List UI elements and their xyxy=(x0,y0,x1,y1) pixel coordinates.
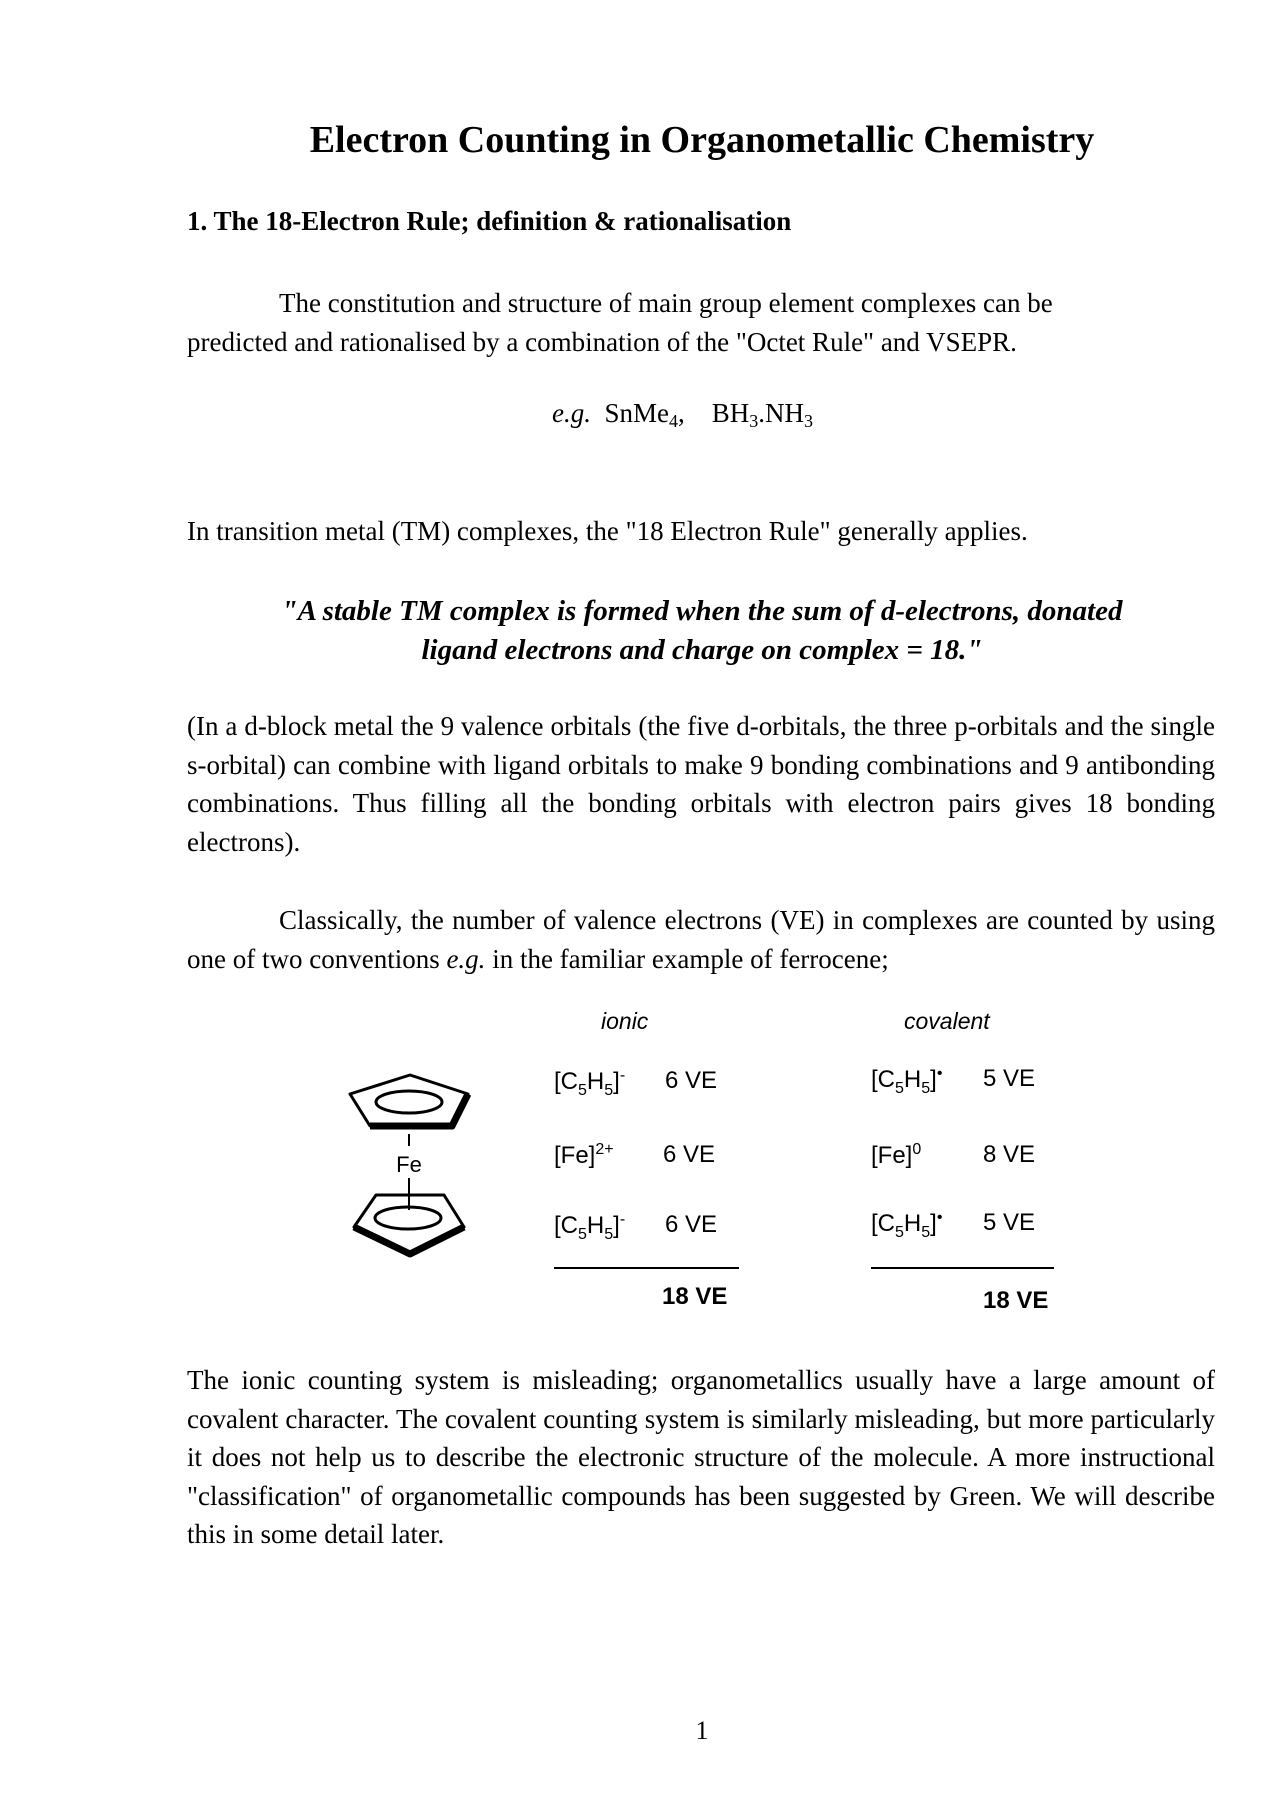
covalent-species-cp2: $[C_5H_5]^•$ xyxy=(871,1209,943,1241)
paragraph-octet-rule xyxy=(187,284,1215,361)
ionic-sum-line xyxy=(554,1267,739,1269)
covalent-species-cp1: $[C_5H_5]^•$ xyxy=(871,1065,943,1097)
quote-line: "A stable TM complex is formed when the sum of d-electrons, donated xyxy=(281,595,1123,627)
paragraph-orbital-explanation: (In a d-block metal the 9 valence orbitals (the five d-orbitals, the three p-orbitals and the single s-orbital) can combine with ligand orbitals to make 9 bonding combinations and 9 antibonding combinations. Thus filling all the bonding orbitals with electron pairs gives 18 bonding electrons). xyxy=(187,711,1215,857)
covalent-heading: covalent xyxy=(904,1008,990,1034)
eg-abbrev: e.g. xyxy=(552,398,591,428)
top-cyclopentadienyl-ring xyxy=(350,1075,468,1126)
paragraph-18-electron-rule: In transition metal (TM) complexes, the "18 Electron Rule" generally applies. xyxy=(187,516,1028,546)
paragraph-line: predicted and rationalised by a combination of the "Octet Rule" and VSEPR. xyxy=(187,326,1017,357)
paragraph-line: The constitution and structure of main group element complexes can be xyxy=(279,288,1053,318)
covalent-total: 18 VE xyxy=(983,1287,1049,1314)
paragraph-counting-systems: The ionic counting system is misleading; organometallics usually have a large amount of covalent character. The covalent counting system is similarly misleading, but more particularly it does not help us to describe the electronic structure of the molecule. A more instructional "classification" of organometallic compounds has been suggested by Green. We will describe this in some detail later. xyxy=(187,1365,1215,1549)
formula-bh3nh3: $BH_3.NH_3$ xyxy=(711,398,814,431)
covalent-value-fe: 8 VE xyxy=(983,1141,1036,1168)
ionic-species-fe: $[Fe]^{2+}$ xyxy=(554,1141,614,1169)
page-number: 1 xyxy=(695,1716,709,1745)
example-formulas xyxy=(552,398,813,432)
formula-snme4: SnMe$_4$, xyxy=(604,398,685,431)
iron-label: Fe xyxy=(396,1152,422,1177)
eg-abbrev: e.g. xyxy=(446,943,486,974)
paragraph-conventions: Classically, the number of valence electrons (VE) in complexes are counted by using one of two conventions e.g. in the familiar example of ferrocene; xyxy=(187,905,1215,974)
section-heading: 1. The 18-Electron Rule; definition & rationalisation xyxy=(187,206,792,236)
ionic-species-cp2: $[C_5H_5]^-$ xyxy=(554,1211,626,1243)
ionic-value-cp2: 6 VE xyxy=(665,1211,718,1238)
covalent-value-cp1: 5 VE xyxy=(983,1065,1036,1092)
covalent-species-fe: $[Fe]^0$ xyxy=(871,1141,922,1169)
ferrocene-structure xyxy=(340,1060,480,1280)
ionic-value-fe: 6 VE xyxy=(663,1141,716,1168)
rule-definition-quote xyxy=(0,592,1280,670)
ionic-value-cp1: 6 VE xyxy=(665,1067,718,1094)
ionic-total: 18 VE xyxy=(662,1283,728,1310)
quote-line: ligand electrons and charge on complex = 18." xyxy=(421,634,983,666)
ionic-heading: ionic xyxy=(601,1008,649,1034)
covalent-sum-line xyxy=(871,1267,1054,1269)
document-title: Electron Counting in Organometallic Chemistry xyxy=(309,119,1095,161)
ionic-species-cp1: $[C_5H_5]^-$ xyxy=(554,1067,626,1099)
covalent-value-cp2: 5 VE xyxy=(983,1209,1036,1236)
